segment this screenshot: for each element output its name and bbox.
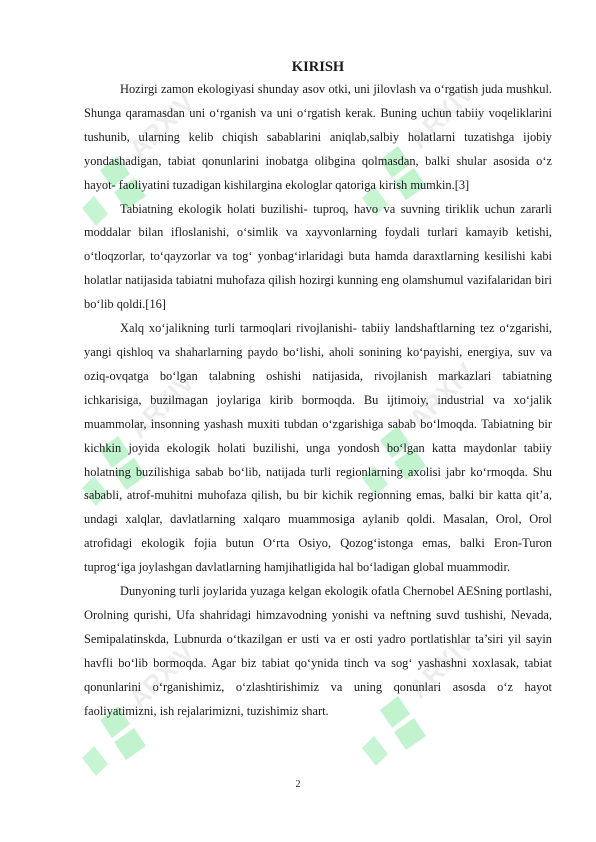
document-title: KIRISH xyxy=(291,59,345,75)
paragraph: Xalq xo‘jalikning turli tarmoqlari rivojlanishi- tabiiy landshaftlarning tez o‘zgarishi, yangi qishloq va shaharlarning paydo bo‘lishi, aholi sonining ko‘payishi, energiya, suv va oziq-ovqatga bo‘lgan talabning oshishi natijasida, rivojlanish markazlari tabiatning ichkarisiga, buzilmagan joylariga kirib bormoqda. Bu ijtimoiy, industrial va xo‘jalik muammolar, insonning yashash muxiti tubdan o‘zgarishiga sabab bo‘lmoqda. Tabiatning bir kichkin joyida ekologik holati buzilishi, unga yondosh bo‘lgan katta maydonlar tabiiy holatning buzilishiga sabab bo‘lib, natijada turli regionlarning axolisi jabr ko‘rmoqda. Shu sababli, atrof-muhitni muhofaza qilish, bu bir kichik regionning emas, balki bir katta qit’a, undagi xalqlar, davlatlarning xalqaro muammosiga aylanib qoldi. Masalan, Orol, Orol atrofidagi ekologik fojia butun O‘rta Osiyo, Qozog‘istonga emas, balki Eron-Turon tuprog‘iga joylashgan davlatlarning hamjihatligida hal bo‘ladigan global muammodir. xyxy=(84,321,552,575)
paragraph: Dunyoning turli joylarida yuzaga kelgan ekologik ofatla Chernobel AESning portlashi, Orolning qurishi, Ufa shahridagi himzavodning yonishi va neftning suvd tushishi, Nevada, Semipalatinskda, Lubnurda o‘tkazilgan er usti va er osti yadro portlatishlar ta’siri yil sayin havfli bo‘lib bormoqda. Agar biz tabiat qo‘ynida tinch va sog‘ yashashni xoxlasak, tabiat qonunlarini o‘rganishimiz, o‘zlashtirishimiz va uning qonunlari asosda o‘z hayot faoliyatimizni, ish rejalarimizni, tuzishimiz shart. xyxy=(84,584,552,718)
paragraph: Tabiatning ekologik holati buzilishi- tuproq, havo va suvning tiriklik uchun zararli moddalar bilan ifloslanishi, o‘simlik va xayvonlarning foydali turlari kamayib ketishi, o‘tloqzorlar, to‘qayzorlar va tog‘ yonbag‘irlaridagi buta hamda daraxtlarning kesilishi kabi holatlar natijasida tabiatni muhofaza qilish hozirgi kunning eng olamshumul vazifalaridan biri bo‘lib qoldi.[16] xyxy=(84,201,552,312)
page-number: 2 xyxy=(295,779,301,790)
document-body xyxy=(84,58,552,723)
paragraph: Hozirgi zamon ekologiyasi shunday asov otki, uni jilovlash va o‘rgatish juda mushkul. Shunga qaramasdan uni o‘rganish va uni o‘rgatish kerak. Buning uchun tabiiy voqeliklarini tushunib, ularning kelib chiqish sabablarini aniqlab,salbiy holatlarni tuzatishga ijobiy yondashadigan, tabiat qonunlarini inobatga olibgina qolmasdan, balki shular asosida o‘z hayot- faoliyatini tuzadigan kishilargina ekologlar qatoriga kirish mumkin.[3] xyxy=(84,82,552,192)
